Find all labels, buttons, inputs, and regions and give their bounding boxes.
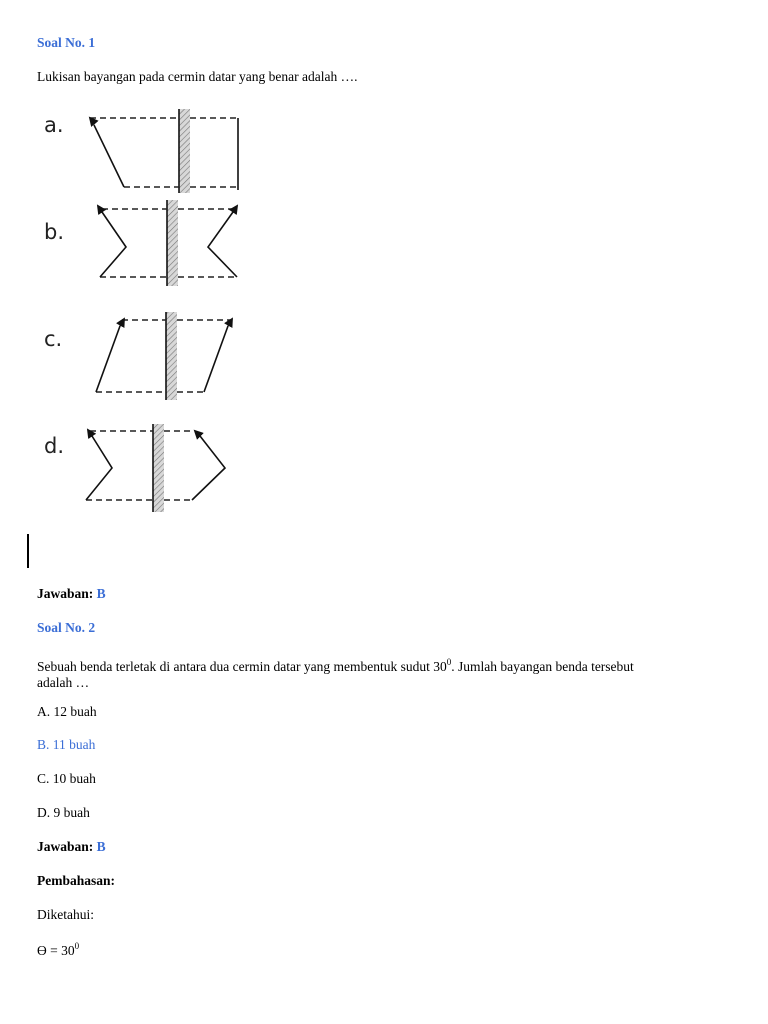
- q2-question-degree: 0: [446, 657, 452, 667]
- theta-degree: 0: [74, 941, 80, 951]
- q2-question-text-cont: . Jumlah bayangan benda tersebut: [451, 659, 634, 674]
- q1-option-b-label: b.: [44, 220, 65, 244]
- mirror-hatching: [179, 109, 190, 193]
- diagram-b: [98, 200, 237, 286]
- q1-question: Lukisan bayangan pada cermin datar yang benar adalah ….: [37, 69, 358, 84]
- q2-answer: [37, 839, 106, 855]
- mirror-hatching: [167, 200, 178, 286]
- theta-equation: ϴ = 30: [37, 943, 75, 958]
- mirror-hatching: [153, 424, 164, 512]
- q2-theta-value: [37, 941, 79, 959]
- q1-heading: Soal No. 1: [37, 35, 96, 50]
- q1-option-d-label: d.: [44, 434, 65, 458]
- text-cursor: [27, 534, 29, 568]
- q1-answer-label: Jawaban:: [37, 586, 94, 601]
- q2-heading: Soal No. 2: [37, 620, 96, 635]
- q2-option-c: C. 10 buah: [37, 771, 96, 786]
- diagram-d: [86, 424, 225, 512]
- q2-discussion-label: Pembahasan:: [37, 873, 116, 888]
- diagram-c: [96, 312, 232, 400]
- q2-question-line2: adalah …: [37, 675, 90, 690]
- q1-answer-value: B: [96, 586, 106, 601]
- q1-mirror-diagrams: [80, 100, 260, 520]
- q2-answer-value: B: [96, 839, 106, 854]
- q2-option-d: D. 9 buah: [37, 805, 90, 820]
- q2-option-a: A. 12 buah: [37, 704, 97, 719]
- q2-question-text: Sebuah benda terletak di antara dua cermin datar yang membentuk sudut 30: [37, 659, 447, 674]
- q2-question: [37, 654, 737, 691]
- q2-answer-label: Jawaban:: [37, 839, 94, 854]
- q1-option-a-label: a.: [44, 113, 64, 137]
- q2-option-b: B. 11 buah: [37, 737, 96, 752]
- q1-option-c-label: c.: [44, 327, 63, 351]
- q2-known-label: Diketahui:: [37, 907, 94, 922]
- q1-answer: [37, 586, 106, 602]
- mirror-hatching: [166, 312, 177, 400]
- diagram-a: [90, 109, 238, 193]
